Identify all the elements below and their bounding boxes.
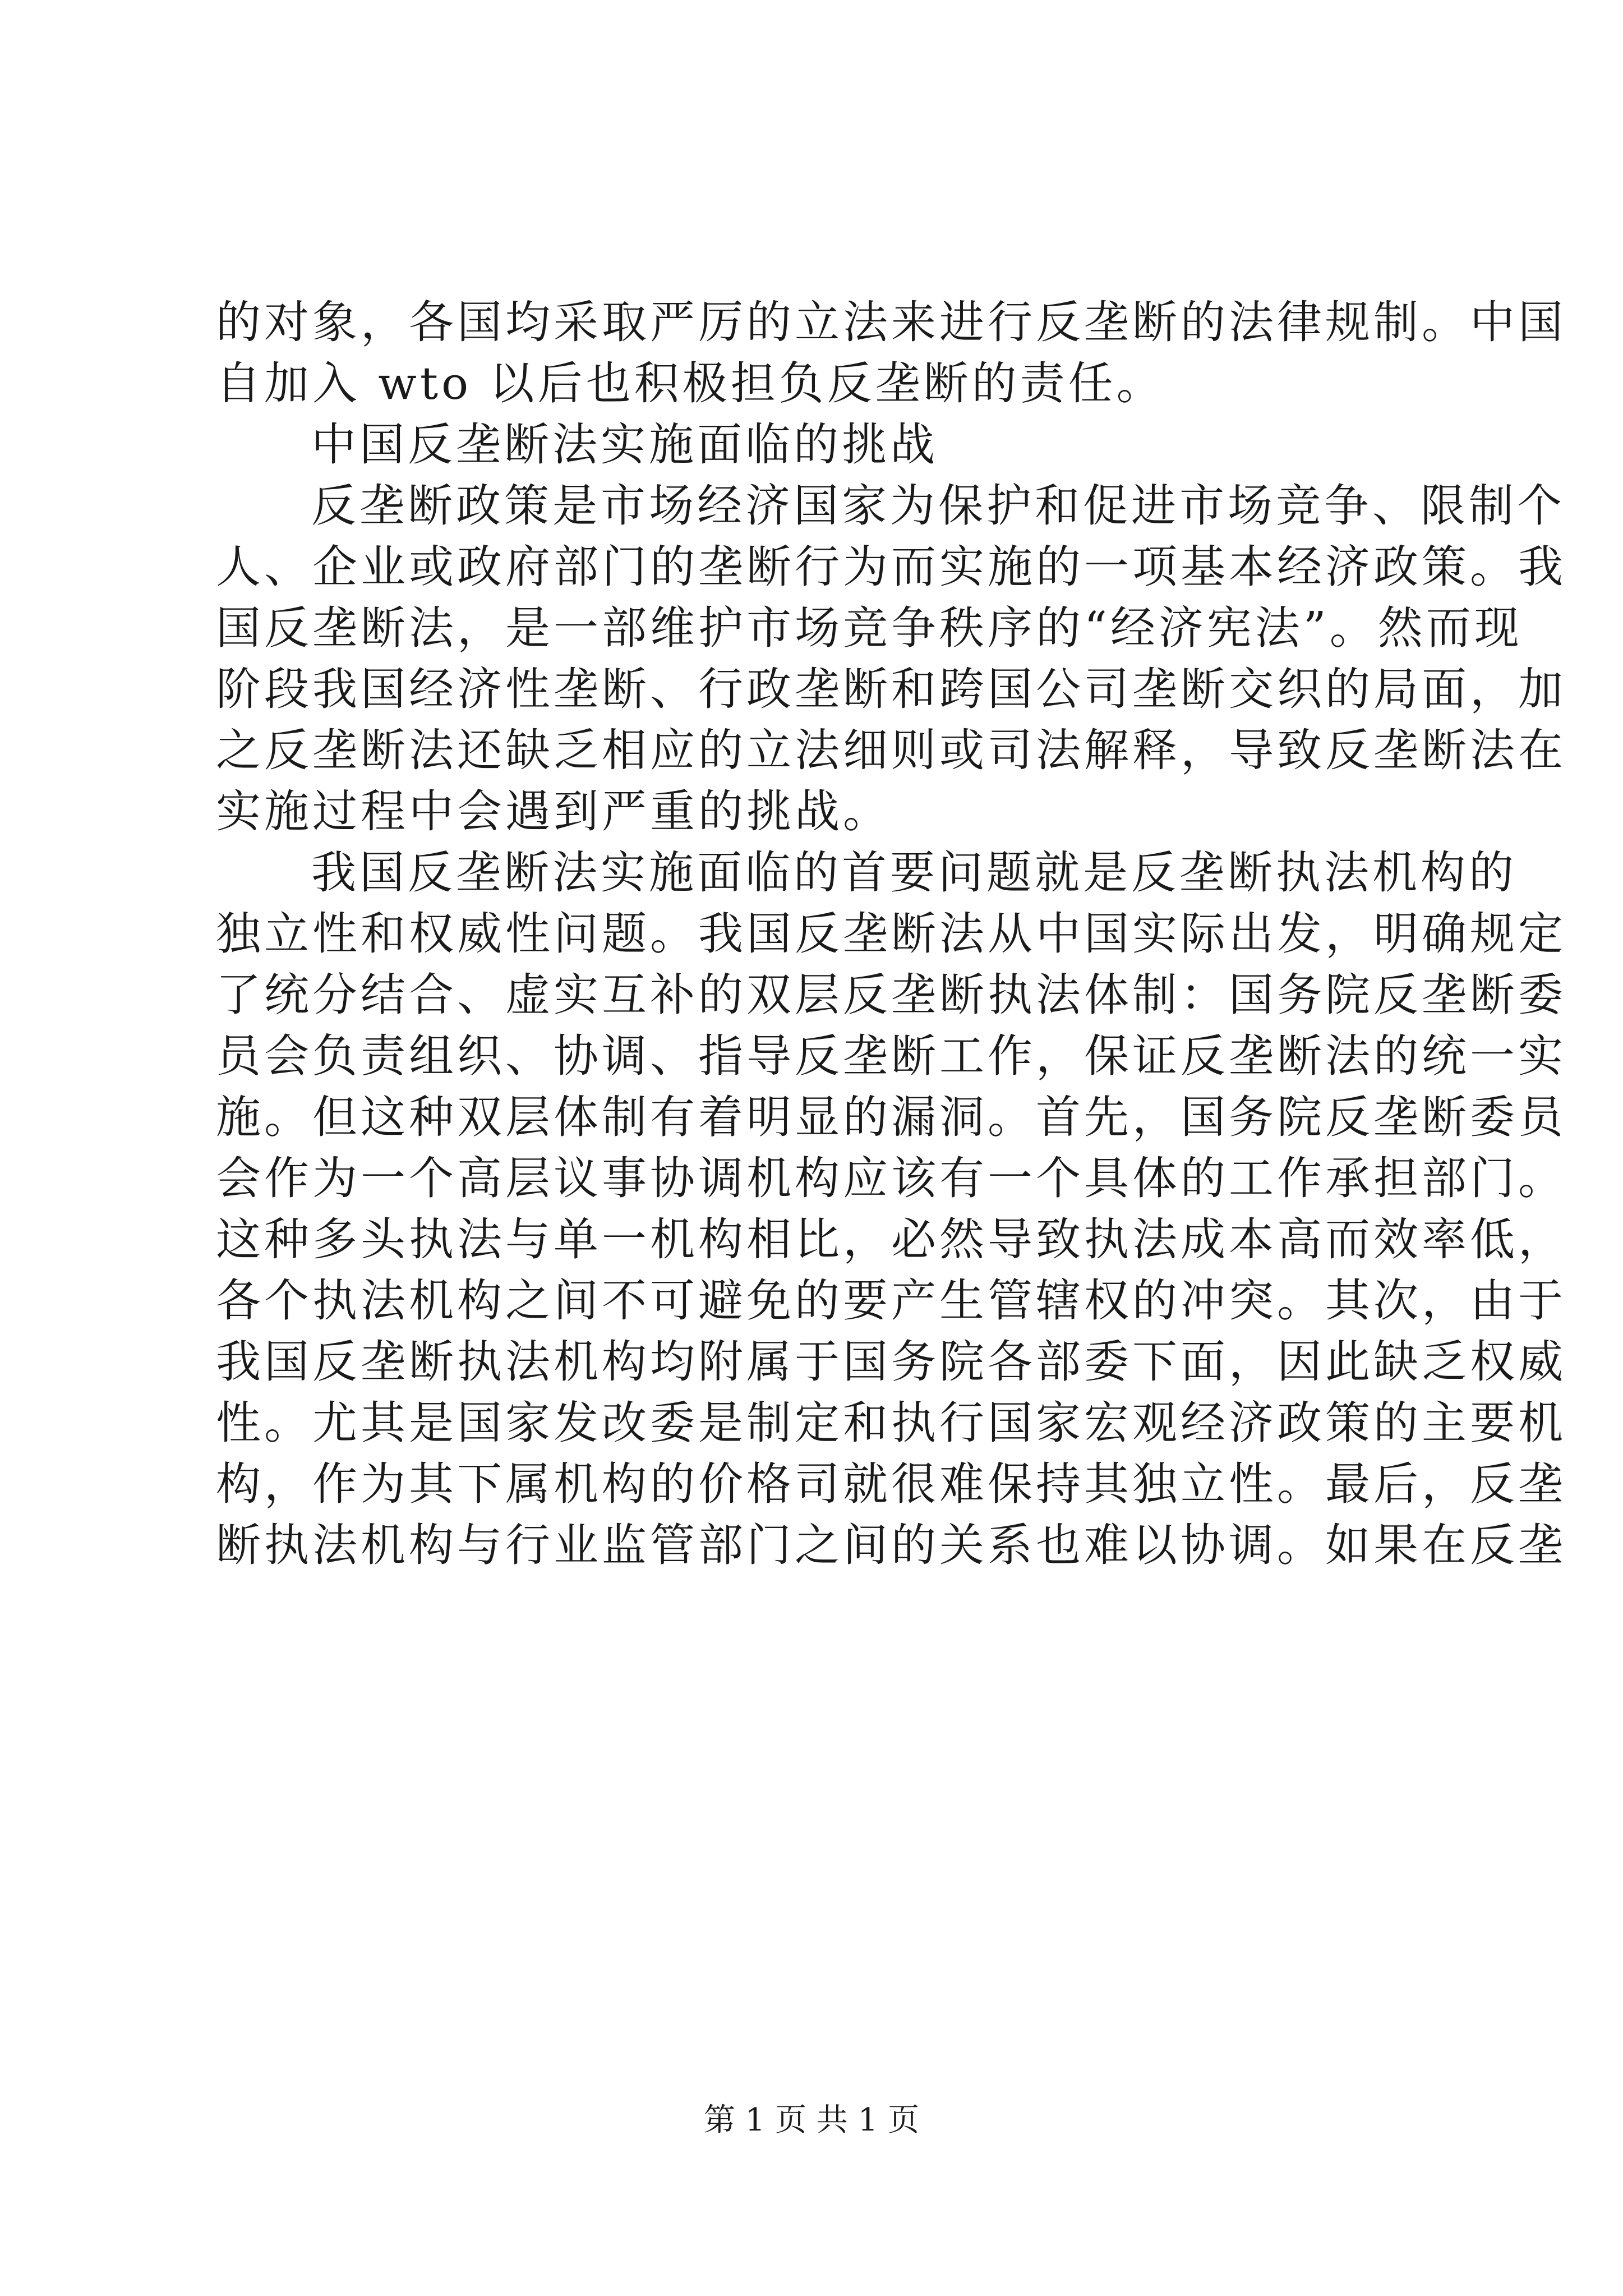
text-line-11: 独立性和权威性问题。我国反垄断法从中国实际出发，明确规定 — [216, 908, 1566, 960]
text-line-20: 构，作为其下属机构的价格司就很难保持其独立性。最后，反垄 — [216, 1458, 1566, 1510]
text-line-9: 实施过程中会遇到严重的挑战。 — [216, 785, 891, 838]
text-line-1: 的对象，各国均采取严厉的立法来进行反垄断的法律规制。中国 — [216, 296, 1566, 348]
text-line-14: 施。但这种双层体制有着明显的漏洞。首先，国务院反垄断委员 — [216, 1091, 1566, 1143]
text-line-13: 员会负责组织、协调、指导反垄断工作，保证反垄断法的统一实 — [216, 1030, 1566, 1082]
text-line-10: 我国反垄断法实施面临的首要问题就是反垄断执法机构的 — [311, 846, 1517, 899]
text-line-7: 阶段我国经济性垄断、行政垄断和跨国公司垄断交织的局面，加 — [216, 663, 1566, 715]
document-body — [216, 292, 1566, 1576]
text-line-4: 反垄断政策是市场经济国家为保护和促进市场竞争、限制个 — [311, 480, 1565, 532]
text-line-6: 国反垄断法，是一部维护市场竞争秩序的“经济宪法”。然而现 — [216, 602, 1523, 654]
text-line-12: 了统分结合、虚实互补的双层反垄断执法体制：国务院反垄断委 — [216, 969, 1566, 1021]
text-line-19: 性。尤其是国家发改委是制定和执行国家宏观经济政策的主要机 — [216, 1397, 1566, 1449]
text-line-15: 会作为一个高层议事协调机构应该有一个具体的工作承担部门。 — [216, 1152, 1566, 1204]
text-line-18: 我国反垄断执法机构均附属于国务院各部委下面，因此缺乏权威 — [216, 1336, 1566, 1388]
text-line-16: 这种多头执法与单一机构相比，必然导致执法成本高而效率低， — [216, 1213, 1566, 1266]
text-line-17: 各个执法机构之间不可避免的要产生管辖权的冲突。其次，由于 — [216, 1274, 1566, 1327]
text-line-21: 断执法机构与行业监管部门之间的关系也难以协调。如果在反垄 — [216, 1519, 1566, 1571]
section-heading: 中国反垄断法实施面临的挑战 — [311, 418, 938, 471]
page-number-label: 第 1 页 共 1 页 — [703, 2102, 920, 2138]
text-line-8: 之反垄断法还缺乏相应的立法细则或司法解释，导致反垄断法在 — [216, 724, 1566, 776]
text-line-2: 自加入 wto 以后也积极担负反垄断的责任。 — [216, 357, 1165, 409]
page-footer — [0, 2098, 1623, 2143]
text-line-5: 人、企业或政府部门的垄断行为而实施的一项基本经济政策。我 — [216, 541, 1566, 593]
